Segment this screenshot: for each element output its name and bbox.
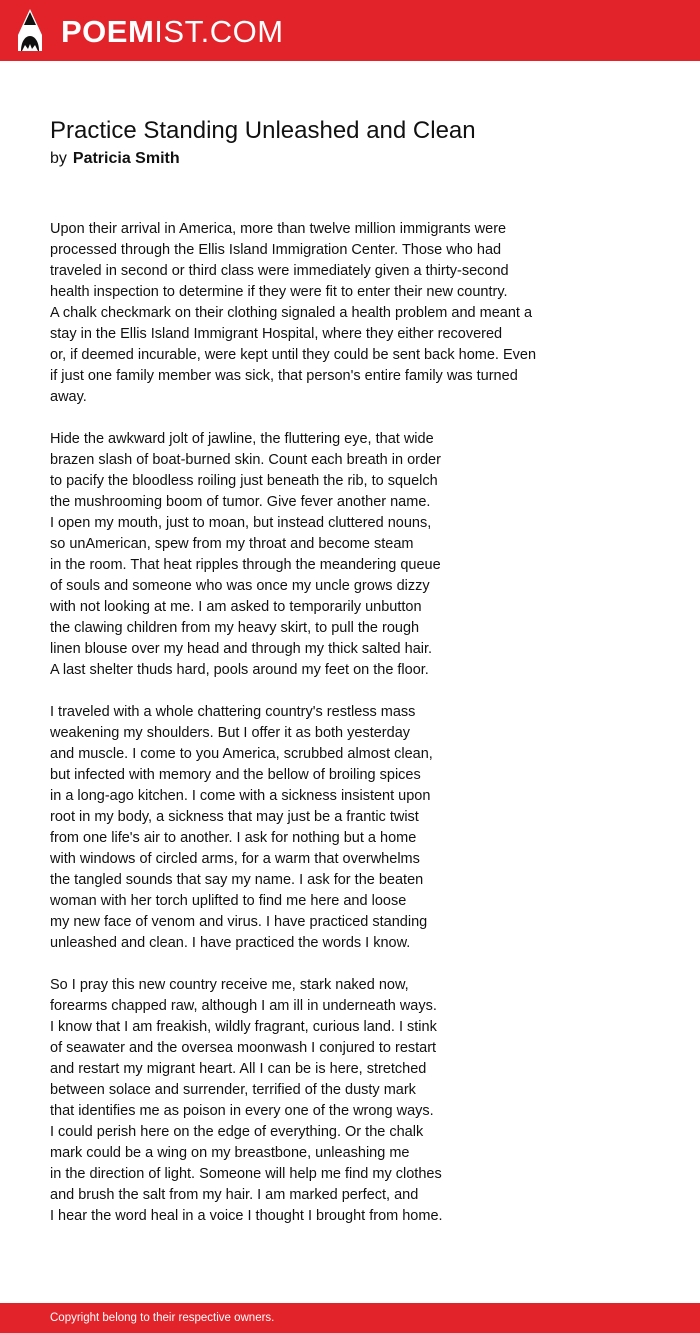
poem-line: traveled in second or third class were immediately given a thirty-second (50, 263, 509, 279)
poem-line: A last shelter thuds hard, pools around my feet on the floor. (50, 662, 429, 678)
poem-body (50, 219, 650, 1248)
poem-line: between solace and surrender, terrified of the dusty mark (50, 1082, 416, 1098)
poem-line: brazen slash of boat-burned skin. Count each breath in order (50, 452, 441, 468)
poem-stanza (50, 219, 650, 408)
poem-line: stay in the Ellis Island Immigrant Hospital, where they either recovered (50, 326, 503, 342)
poem-line: Upon their arrival in America, more than twelve million immigrants were (50, 221, 507, 237)
poem-line: the tangled sounds that say my name. I ask for the beaten (50, 872, 424, 888)
poem-line: in the room. That heat ripples through the meandering queue (50, 557, 441, 573)
poem-line: and brush the salt from my hair. I am marked perfect, and (50, 1187, 419, 1203)
poem-line: the mushrooming boom of tumor. Give fever another name. (50, 494, 431, 510)
site-logo-text (61, 13, 284, 49)
poem-line: forearms chapped raw, although I am ill in underneath ways. (50, 998, 437, 1014)
poem-line: I traveled with a whole chattering country's restless mass (50, 704, 416, 720)
poem-line: so unAmerican, spew from my throat and become steam (50, 536, 414, 552)
poem-line: the clawing children from my heavy skirt, to pull the rough (50, 620, 420, 636)
by-label: by (50, 150, 67, 167)
poem-line: my new face of venom and virus. I have practiced standing (50, 914, 428, 930)
author-name: Patricia Smith (72, 150, 180, 167)
poem-line: but infected with memory and the bellow of broiling spices (50, 767, 421, 783)
poem-line: in a long-ago kitchen. I come with a sickness insistent upon (50, 788, 431, 804)
poem-line: I could perish here on the edge of everything. Or the chalk (50, 1124, 424, 1140)
poem-line: and muscle. I come to you America, scrubbed almost clean, (50, 746, 433, 762)
poem-line: from one life's air to another. I ask for nothing but a home (50, 830, 417, 846)
poem-line: that identifies me as poison in every one of the wrong ways. (50, 1103, 434, 1119)
poem-line: away. (50, 389, 87, 405)
poem-line: of souls and someone who was once my uncle grows dizzy (50, 578, 430, 594)
poem-line: So I pray this new country receive me, stark naked now, (50, 977, 409, 993)
poem-stanza (50, 975, 650, 1227)
byline (50, 148, 650, 170)
poem-line: Hide the awkward jolt of jawline, the fluttering eye, that wide (50, 431, 434, 447)
poem-line: or, if deemed incurable, were kept until they could be sent back home. Even (50, 347, 537, 363)
poem-line: I hear the word heal in a voice I thought I brought from home. (50, 1208, 443, 1224)
poem-line: with not looking at me. I am asked to temporarily unbutton (50, 599, 422, 615)
site-header (0, 0, 700, 61)
poem-line: unleashed and clean. I have practiced the words I know. (50, 935, 411, 951)
poem-line: weakening my shoulders. But I offer it as both yesterday (50, 725, 411, 741)
poem-heading (50, 116, 650, 170)
poem-line: I know that I am freakish, wildly fragrant, curious land. I stink (50, 1019, 437, 1035)
poem-line: I open my mouth, just to moan, but instead cluttered nouns, (50, 515, 432, 531)
poem-stanza (50, 702, 650, 954)
poem-line: linen blouse over my head and through my thick salted hair. (50, 641, 433, 657)
poem-line: woman with her torch uplifted to find me here and loose (50, 893, 407, 909)
poem-title: Practice Standing Unleashed and Clean (50, 117, 476, 144)
poem-line: and restart my migrant heart. All I can be is here, stretched (50, 1061, 427, 1077)
poem-line: in the direction of light. Someone will help me find my clothes (50, 1166, 442, 1182)
poem-line: A chalk checkmark on their clothing signaled a health problem and meant a (50, 305, 533, 321)
poem-line: mark could be a wing on my breastbone, unleashing me (50, 1145, 410, 1161)
poem-line: if just one family member was sick, that person's entire family was turned (50, 368, 518, 384)
poem-line: of seawater and the oversea moonwash I conjured to restart (50, 1040, 437, 1056)
poem-line: to pacify the bloodless roiling just beneath the rib, to squelch (50, 473, 438, 489)
pencil-tip-icon (16, 9, 44, 53)
poem-line: with windows of circled arms, for a warm that overwhelms (50, 851, 420, 867)
poem-line: root in my body, a sickness that may just be a frantic twist (50, 809, 419, 825)
poem-line: processed through the Ellis Island Immigration Center. Those who had (50, 242, 502, 258)
poem-stanza (50, 429, 650, 681)
logo-text-bold: POEM (61, 13, 155, 49)
copyright-text: Copyright belong to their respective owners. (50, 1312, 275, 1324)
logo-text-light: IST.COM (154, 13, 284, 49)
site-footer (0, 1303, 700, 1333)
site-logo-link[interactable] (16, 9, 284, 53)
poem-line: health inspection to determine if they were fit to enter their new country. (50, 284, 508, 300)
